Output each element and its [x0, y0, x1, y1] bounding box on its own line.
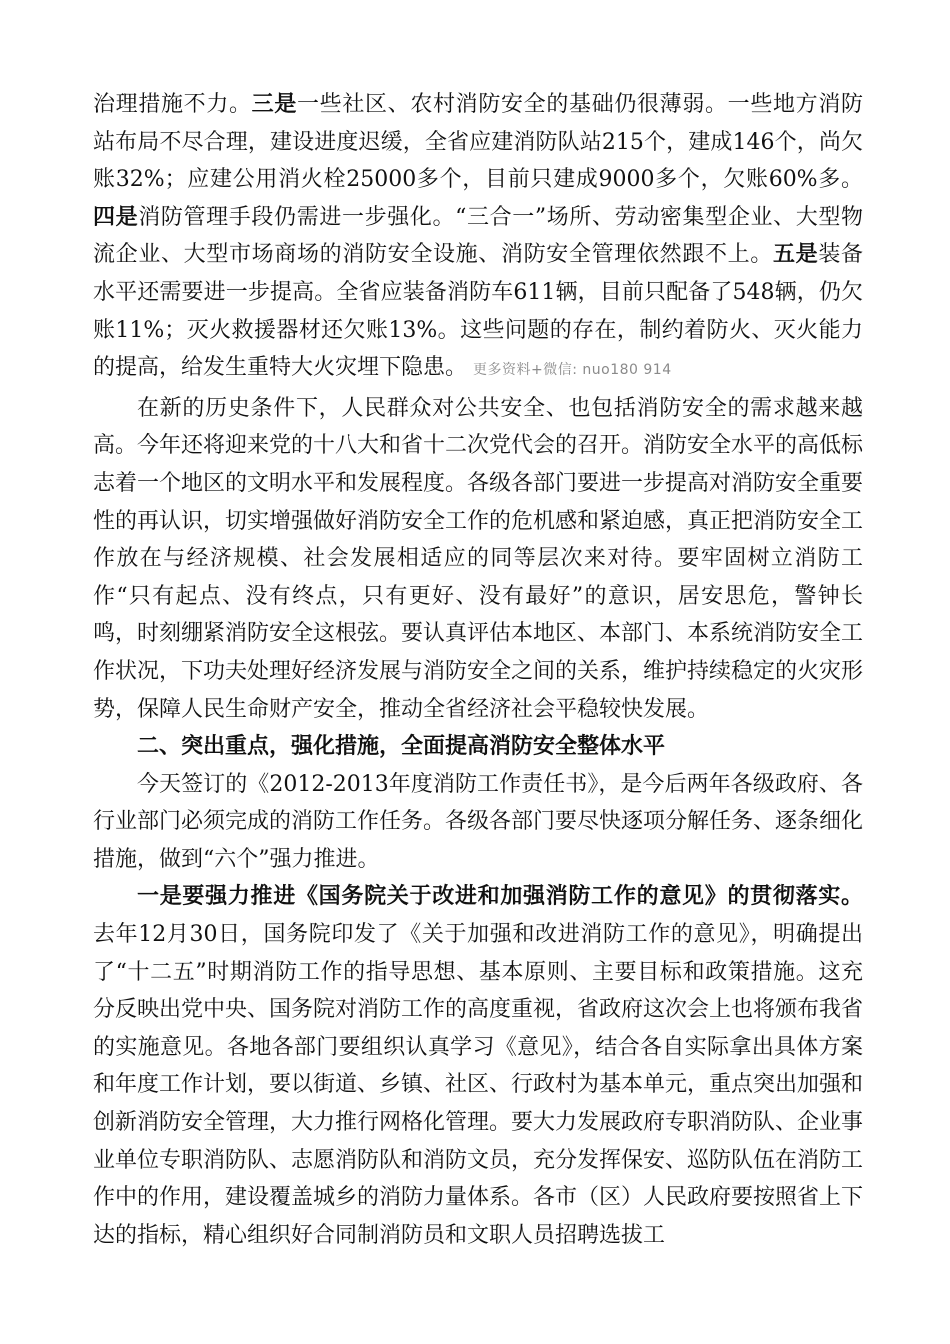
text-run: 治理措施不力。: [93, 92, 252, 117]
paragraph-responsibility: 今天签订的《2012-2013年度消防工作责任书》，是今后两年各级政府、各行业部门必须完成的消防工作任务。各级各部门要尽快逐项分解任务、逐条细化措施，做到“六个”强力推进。: [93, 771, 864, 872]
point-one-body: 去年12月30日，国务院印发了《关于加强和改进消防工作的意见》，明确提出了“十二五”时期消防工作的指导思想、基本原则、主要目标和政策措施。这充分反映出党中央、国务院对消防工作的高度重视，省政府这次会上也将颁布我省的实施意见。各地各部门要组织认真学习《意见》，结合各自实际拿出具体方案和年度工作计划，要以街道、乡镇、社区、行政村为基本单元，重点突出加强和创新消防安全管理，大力推行网格化管理。要大力发展政府专职消防队、企业事业单位专职消防队、志愿消防队和消防文员，充分发挥保安、巡防队伍在消防工作中的作用，建设覆盖城乡的消防力量体系。各市（区）人民政府要按照省上下达的指标，精心组织好合同制消防员和文职人员招聘选拔工: [93, 922, 864, 1248]
point-four-label: 四是: [93, 203, 139, 230]
watermark-text: 更多资料+微信: nuo180 914: [473, 362, 672, 379]
document-body: [93, 86, 863, 1254]
paragraph-point-one: [93, 878, 863, 1254]
point-five-label: 五是: [772, 241, 819, 268]
point-three-label: 三是: [251, 91, 298, 117]
paragraph-problems: [93, 86, 863, 390]
text-run: 消防管理手段仍需进一步强化。“三合一”场所、劳动密集型企业、大型物流企业、大型市场商场的消防安全设施、消防安全管理依然跟不上。: [93, 204, 863, 268]
section-heading: 二、突出重点，强化措施，全面提高消防安全整体水平: [137, 734, 666, 760]
text-run: 一些社区、农村消防安全的基础仍很薄弱。一些地方消防站布局不尽合理，建设进度迟缓，全省应建消防队站215个，建成146个，尚欠账32%；应建公用消火栓25000多个，目前只建成9000多个，欠账60%多。: [93, 92, 863, 193]
paragraph-new-conditions: 在新的历史条件下，人民群众对公共安全、也包括消防安全的需求越来越高。今年还将迎来党的十八大和省十二次党代会的召开。消防安全水平的高低标志着一个地区的文明水平和发展程度。各级各部门要进一步提高对消防安全重要性的再认识，切实增强做好消防安全工作的危机感和紧迫感，真正把消防安全工作放在与经济规模、社会发展相适应的同等层次来对待。要牢固树立消防工作“只有起点、没有终点，只有更好、没有最好”的意识，居安思危，警钟长鸣，时刻绷紧消防安全这根弦。要认真评估本地区、本部门、本系统消防安全工作状况，下功夫处理好经济发展与消防安全之间的关系，维护持续稳定的火灾形势，保障人民生命财产安全，推动全省经济社会平稳较快发展。: [93, 395, 864, 722]
point-one-lead: 一是要强力推进《国务院关于改进和加强消防工作的意见》的贯彻落实。: [137, 883, 863, 910]
text-run: 装备水平还需要进一步提高。全省应装备消防车611辆，目前只配备了548辆，仍欠账11%；灭火救援器材还欠账13%。这些问题的存在，制约着防火、灭火能力的提高，给发生重特大火灾埋下隐患。: [93, 242, 863, 381]
